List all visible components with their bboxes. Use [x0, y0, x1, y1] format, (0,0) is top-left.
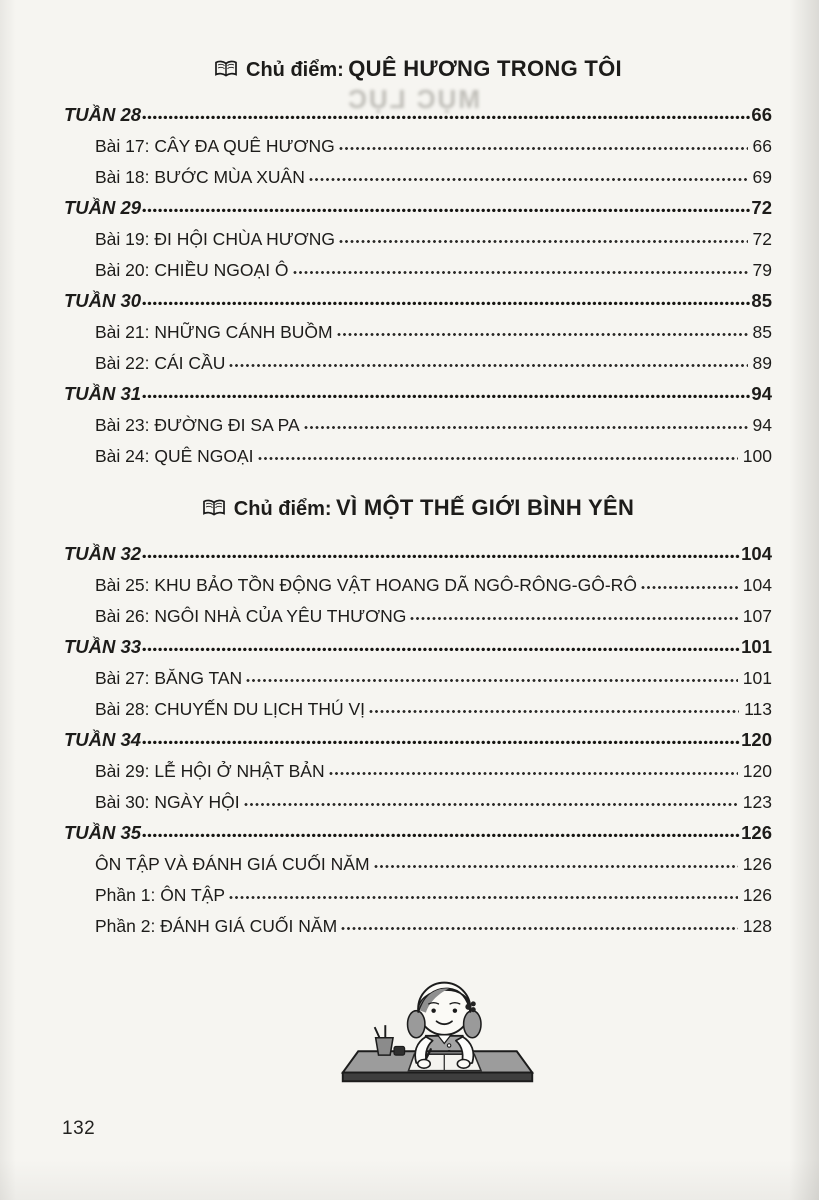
toc-entry-label: TUẦN 35 — [64, 822, 142, 843]
toc-entry-label: Bài 18: BƯỚC MÙA XUÂN — [95, 167, 305, 187]
dot-leader — [142, 394, 751, 399]
section-header — [64, 56, 772, 83]
girl-writing-illustration — [330, 972, 545, 1117]
open-book-icon — [202, 499, 226, 522]
dot-leader — [309, 177, 748, 182]
toc-entry-label: Bài 25: KHU BẢO TỒN ĐỘNG VẬT HOANG DÃ NGÔ-RÔNG-GÔ-RÔ — [95, 575, 637, 595]
toc-entry-page: 100 — [742, 446, 772, 466]
toc-entry-label: Bài 21: NHỮNG CÁNH BUỒM — [95, 322, 333, 342]
toc-entry-page: 123 — [742, 792, 772, 812]
toc-entry-page: 72 — [752, 229, 772, 249]
toc-entry-page: 120 — [741, 729, 772, 750]
toc-entry — [64, 722, 772, 753]
page-number: 132 — [62, 1118, 96, 1139]
toc-entry — [64, 598, 772, 629]
toc-entry-page: 101 — [741, 636, 772, 657]
toc-entry-page: 89 — [752, 353, 772, 373]
toc-entry — [64, 567, 772, 598]
toc-entry — [64, 314, 772, 345]
toc-entry — [64, 815, 772, 846]
dot-leader — [142, 208, 751, 213]
dot-leader — [374, 864, 738, 869]
toc-entry-page: 85 — [751, 290, 772, 311]
toc-entry-page: 128 — [742, 916, 772, 936]
toc-entry-page: 120 — [742, 761, 772, 781]
toc-entry-page: 72 — [751, 197, 772, 218]
dot-leader — [341, 926, 738, 931]
toc-entry — [64, 376, 772, 407]
toc-entry — [64, 877, 772, 908]
toc-entry — [64, 629, 772, 660]
dot-leader — [293, 270, 748, 275]
toc-entry-label: Bài 23: ĐƯỜNG ĐI SA PA — [95, 415, 300, 435]
toc-entry — [64, 252, 772, 283]
toc-entry-label: TUẦN 31 — [64, 383, 142, 404]
dot-leader — [337, 332, 748, 337]
toc-entry-label: TUẦN 33 — [64, 636, 142, 657]
toc-entry-page: 126 — [741, 822, 772, 843]
toc-entry-page: 94 — [752, 415, 772, 435]
toc-entry-page: 66 — [752, 136, 772, 156]
table-of-contents — [64, 56, 772, 939]
toc-entry-label: Bài 29: LỄ HỘI Ở NHẬT BẢN — [95, 761, 325, 781]
dot-leader — [339, 146, 748, 151]
toc-entry-page: 113 — [744, 699, 772, 719]
toc-entry — [64, 753, 772, 784]
dot-leader — [142, 115, 751, 120]
toc-entry — [64, 159, 772, 190]
toc-entry-label: TUẦN 29 — [64, 197, 142, 218]
toc-entry-page: 126 — [742, 885, 772, 905]
toc-entry-page: 85 — [752, 322, 772, 342]
dot-leader — [329, 771, 738, 776]
toc-entry-label: Bài 28: CHUYẾN DU LỊCH THÚ VỊ — [95, 699, 366, 719]
dot-leader — [142, 554, 741, 559]
toc-entry-label: Bài 27: BĂNG TAN — [95, 668, 243, 688]
dot-leader — [244, 802, 738, 807]
dot-leader — [142, 647, 741, 652]
toc-entry-label: TUẦN 28 — [64, 104, 142, 125]
dot-leader — [339, 239, 748, 244]
toc-entry-page: 69 — [752, 167, 772, 187]
dot-leader — [258, 456, 738, 461]
toc-entry-label: Phần 1: ÔN TẬP — [95, 885, 226, 905]
toc-entry-page: 126 — [742, 854, 772, 874]
dot-leader — [246, 678, 738, 683]
toc-entry-label: Bài 26: NGÔI NHÀ CỦA YÊU THƯƠNG — [95, 606, 407, 626]
toc-entry — [64, 438, 772, 469]
toc-entry-label: Bài 30: NGÀY HỘI — [95, 792, 240, 812]
toc-entry-page: 101 — [742, 668, 772, 688]
toc-entry-page: 66 — [751, 104, 772, 125]
toc-entry — [64, 190, 772, 221]
toc-entry-label: Bài 17: CÂY ĐA QUÊ HƯƠNG — [95, 136, 335, 156]
section-prefix: Chủ điểm: — [246, 59, 344, 81]
toc-entry-page: 104 — [741, 543, 772, 564]
toc-entry — [64, 221, 772, 252]
toc-entry — [64, 908, 772, 939]
dot-leader — [142, 833, 741, 838]
toc-entry-page: 104 — [742, 575, 772, 595]
dot-leader — [369, 709, 739, 714]
toc-entry — [64, 660, 772, 691]
dot-leader — [410, 616, 737, 621]
toc-entry — [64, 784, 772, 815]
toc-entry — [64, 128, 772, 159]
dot-leader — [142, 301, 751, 306]
dot-leader — [142, 740, 741, 745]
toc-entry-label: Bài 22: CÁI CẦU — [95, 353, 226, 373]
toc-entry — [64, 345, 772, 376]
toc-entry-label: TUẦN 30 — [64, 290, 142, 311]
toc-entry-page: 94 — [751, 383, 772, 404]
toc-entry-label: TUẦN 34 — [64, 729, 142, 750]
bleedthrough-text: MỤC LỤC — [346, 84, 480, 114]
toc-entry-page: 107 — [742, 606, 772, 626]
toc-entry — [64, 407, 772, 438]
toc-entry-label: Bài 20: CHIỀU NGOẠI Ô — [95, 260, 289, 280]
toc-entry — [64, 97, 772, 128]
dot-leader — [229, 895, 738, 900]
toc-entry-label: Phần 2: ĐÁNH GIÁ CUỐI NĂM — [95, 916, 338, 936]
dot-leader — [304, 425, 748, 430]
section-header — [64, 495, 772, 522]
toc-entry — [64, 846, 772, 877]
toc-entry — [64, 691, 772, 722]
toc-entry-label: TUẦN 32 — [64, 543, 142, 564]
toc-entry — [64, 283, 772, 314]
toc-entry-label: Bài 19: ĐI HỘI CHÙA HƯƠNG — [95, 229, 336, 249]
section-title: VÌ MỘT THẾ GIỚI BÌNH YÊN — [336, 495, 635, 520]
open-book-icon — [214, 60, 238, 83]
dot-leader — [229, 363, 747, 368]
dot-leader — [641, 585, 738, 590]
section-prefix: Chủ điểm: — [233, 498, 332, 520]
toc-entry-label: Bài 24: QUÊ NGOẠI — [95, 446, 254, 466]
girl-writing-drawing — [330, 972, 545, 1117]
toc-entry-page: 79 — [752, 260, 772, 280]
section-title: QUÊ HƯƠNG TRONG TÔI — [348, 56, 622, 81]
toc-entry — [64, 536, 772, 567]
toc-entry-label: ÔN TẬP VÀ ĐÁNH GIÁ CUỐI NĂM — [95, 854, 370, 874]
